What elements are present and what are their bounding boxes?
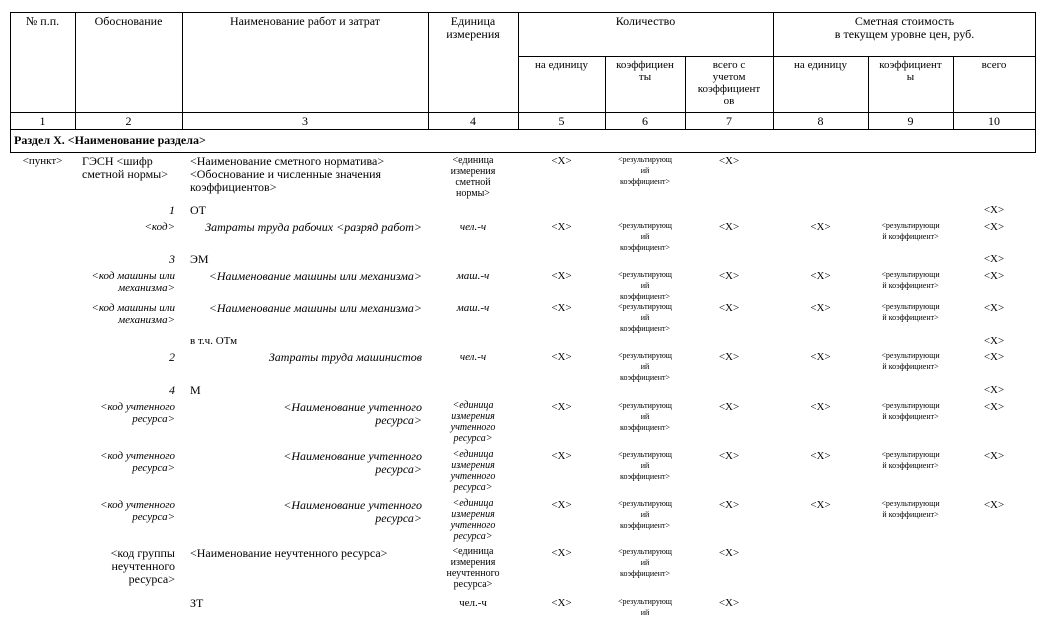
row-m-item1-price: <X> — [810, 401, 831, 413]
row-em-item2-total: <X> — [983, 302, 1005, 314]
section-bottom-border — [10, 152, 1036, 153]
row-ot-total: <X> — [983, 204, 1005, 216]
header-bottom-border — [10, 112, 1036, 113]
row-m-item2-qty: <X> — [551, 450, 572, 462]
row-em-item2-name: <Наименование машины или механизма> — [208, 301, 422, 315]
row-em-item2-coef: <результирующ ий коэффициент> — [618, 302, 672, 333]
row-main-number: <пункт> — [22, 155, 63, 167]
header-cost-group: Сметная стоимость в текущем уровне цен, руб. — [834, 14, 975, 41]
row-em-item2-unit: маш.-ч — [456, 302, 490, 314]
row-em-item2-pcoef: <результирующи й коэффициент> — [881, 302, 940, 322]
row-otm-item-pcoef: <результирующи й коэффициент> — [881, 351, 940, 371]
row-m-item3-coef: <результирующ ий коэффициент> — [618, 499, 672, 530]
col-number-9: 9 — [907, 114, 914, 128]
header-col-unit: Единица измерения — [446, 14, 500, 41]
row-ot-item-basis: <код> — [144, 221, 175, 233]
row-em-item1-basis: <код машины или механизма> — [91, 270, 175, 294]
row-zt-unit: чел.-ч — [459, 597, 487, 609]
header-col-basis: Обоснование — [94, 14, 163, 28]
row-m-item3-total: <X> — [983, 499, 1005, 511]
header-qty-coef: коэффициен ты — [616, 59, 674, 83]
row-m-item3-qty: <X> — [551, 499, 572, 511]
colnum-bottom-border — [10, 129, 1036, 130]
row-unacc-basis: <код группы неучтенного ресурса> — [110, 546, 175, 586]
row-main-basis: ГЭСН <шифр сметной нормы> — [82, 154, 168, 181]
row-em-name: ЭМ — [190, 252, 209, 266]
row-m-item3-qtotal: <X> — [718, 499, 740, 511]
row-m-item1-name: <Наименование учтенного ресурса> — [283, 400, 422, 427]
row-m-item1-qty: <X> — [551, 401, 572, 413]
row-ot-name: ОТ — [190, 203, 206, 217]
col-number-5: 5 — [558, 114, 565, 128]
grid-v1 — [75, 12, 76, 130]
row-ot-item-qty: <X> — [551, 221, 572, 233]
row-main-name: <Наименование сметного норматива> <Обоснование и численные значения коэффициентов> — [190, 154, 385, 194]
row-em-total: <X> — [983, 253, 1005, 265]
row-ot-item-unit: чел.-ч — [459, 221, 487, 233]
row-em-item1-price: <X> — [810, 270, 831, 282]
row-m-item3-price: <X> — [810, 499, 831, 511]
row-m-item1-pcoef: <результирующи й коэффициент> — [881, 401, 940, 421]
row-ot-item-price: <X> — [810, 221, 831, 233]
grid-v2 — [182, 12, 183, 130]
row-otm-item-price: <X> — [810, 351, 831, 363]
row-m-name: М — [190, 383, 201, 397]
header-subgroup-border — [518, 56, 1036, 57]
row-em-item1-pcoef: <результирующи й коэффициент> — [881, 270, 940, 290]
col-number-8: 8 — [817, 114, 824, 128]
row-main-coef: <результирующ ий коэффициент> — [618, 155, 672, 186]
col-number-2: 2 — [125, 114, 132, 128]
row-unacc-qtotal: <X> — [718, 547, 740, 559]
row-m-item2-pcoef: <результирующи й коэффициент> — [881, 450, 940, 470]
row-zt-coef: <результирующ ий — [618, 597, 672, 617]
row-em-item2-qty: <X> — [551, 302, 572, 314]
row-otm-total: <X> — [983, 335, 1005, 347]
row-ot-item-pcoef: <результирующи й коэффициент> — [881, 221, 940, 241]
header-qty-total: всего с учетом коэффициент ов — [697, 59, 761, 107]
header-top-border — [10, 12, 1036, 13]
header-cost-coef: коэффициент ы — [879, 59, 942, 83]
row-unacc-name: <Наименование неучтенного ресурса> — [190, 546, 388, 560]
header-col-name: Наименование работ и затрат — [229, 14, 381, 28]
row-otm-name: в т.ч. ОТм — [190, 335, 238, 347]
col-number-7: 7 — [726, 114, 732, 128]
row-m-item1-coef: <результирующ ий коэффициент> — [618, 401, 672, 432]
row-m-item2-qtotal: <X> — [718, 450, 740, 462]
row-m-item2-basis: <код учтенного ресурса> — [100, 450, 175, 474]
row-otm-item-coef: <результирующ ий коэффициент> — [618, 351, 672, 382]
row-m-item1-unit: <единица измерения учтенного ресурса> — [450, 400, 496, 444]
row-m-item2-price: <X> — [810, 450, 831, 462]
row-m-item2-name: <Наименование учтенного ресурса> — [283, 449, 422, 476]
row-main-total: <X> — [718, 155, 740, 167]
row-ot-item-name: Затраты труда рабочих <разряд работ> — [205, 220, 422, 234]
row-em-item2-price: <X> — [810, 302, 831, 314]
row-em-item1-coef: <результирующ ий коэффициент> — [618, 270, 672, 301]
col-number-6: 6 — [642, 114, 648, 128]
row-otm-item-total: <X> — [983, 351, 1005, 363]
row-zt-qtotal: <X> — [718, 597, 740, 609]
row-m-item2-unit: <единица измерения учтенного ресурса> — [450, 449, 496, 493]
row-ot-item-coef: <результирующ ий коэффициент> — [618, 221, 672, 252]
header-qty-group: Количество — [615, 14, 676, 28]
header-qty-per-unit: на единицу — [535, 59, 588, 71]
row-em-item1-unit: маш.-ч — [456, 270, 490, 282]
row-main-unit: <единица измерения сметной нормы> — [450, 155, 496, 199]
col-number-10: 10 — [988, 114, 1000, 128]
row-m-item3-basis: <код учтенного ресурса> — [100, 499, 175, 523]
row-otm-item-qtotal: <X> — [718, 351, 740, 363]
row-main-qty: <X> — [551, 155, 572, 167]
grid-v4 — [518, 12, 519, 130]
row-ot-item-total: <X> — [983, 221, 1005, 233]
row-ot-item-qtotal: <X> — [718, 221, 740, 233]
row-em-item2-basis: <код машины или механизма> — [91, 302, 175, 326]
row-zt-qty: <X> — [551, 597, 572, 609]
row-em-item2-qtotal: <X> — [718, 302, 740, 314]
row-m-item3-pcoef: <результирующи й коэффициент> — [881, 499, 940, 519]
row-m-item2-coef: <результирующ ий коэффициент> — [618, 450, 672, 481]
section-title: Раздел X. <Наименование раздела> — [14, 133, 206, 147]
header-cost-per-unit: на единицу — [794, 59, 847, 71]
row-em-number: 3 — [169, 252, 175, 266]
row-zt-name: ЗТ — [190, 596, 204, 610]
grid-v0 — [10, 12, 11, 153]
row-em-item1-qtotal: <X> — [718, 270, 740, 282]
row-unacc-coef: <результирующ ий коэффициент> — [618, 547, 672, 578]
row-m-item3-unit: <единица измерения учтенного ресурса> — [450, 498, 496, 542]
row-otm-item-unit: чел.-ч — [459, 351, 487, 363]
row-m-item1-basis: <код учтенного ресурса> — [100, 401, 175, 425]
header-cost-total: всего — [981, 59, 1007, 71]
col-number-3: 3 — [302, 114, 308, 128]
row-m-item1-qtotal: <X> — [718, 401, 740, 413]
row-otm-item-number: 2 — [169, 350, 175, 364]
header-col-number: № п.п. — [25, 14, 60, 28]
row-em-item1-name: <Наименование машины или механизма> — [208, 269, 422, 283]
row-em-item1-total: <X> — [983, 270, 1005, 282]
row-m-number: 4 — [169, 383, 175, 397]
row-unacc-qty: <X> — [551, 547, 572, 559]
row-otm-item-name: Затраты труда машинистов — [268, 350, 422, 364]
row-em-item1-qty: <X> — [551, 270, 572, 282]
row-m-item3-name: <Наименование учтенного ресурса> — [283, 498, 422, 525]
col-number-4: 4 — [470, 114, 476, 128]
row-m-total: <X> — [983, 384, 1005, 396]
col-number-1: 1 — [39, 114, 46, 128]
row-m-item2-total: <X> — [983, 450, 1005, 462]
row-unacc-unit: <единица измерения неучтенного ресурса> — [446, 546, 500, 590]
row-ot-number: 1 — [169, 203, 175, 217]
row-m-item1-total: <X> — [983, 401, 1005, 413]
row-otm-item-qty: <X> — [551, 351, 572, 363]
